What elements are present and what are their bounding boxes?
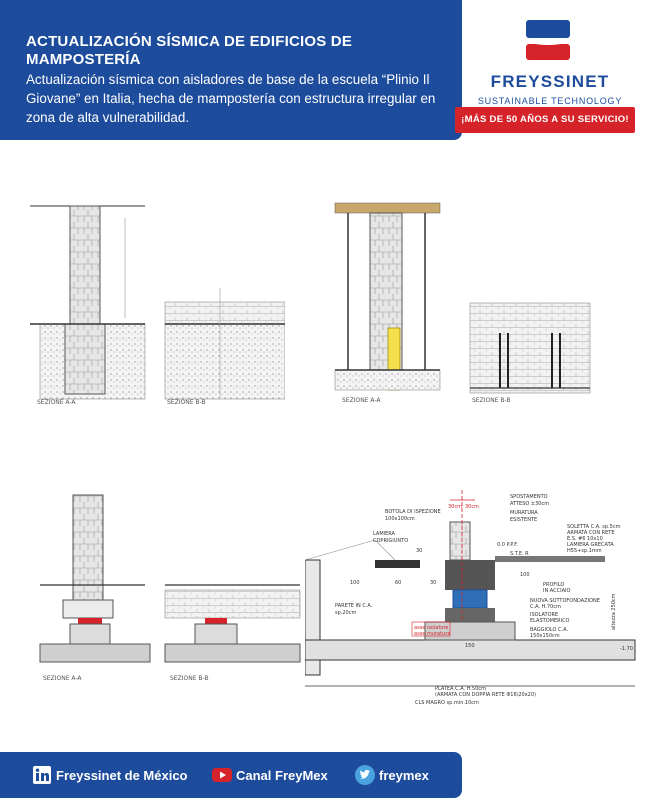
- label-ste: S.T.E. R: [510, 551, 529, 557]
- label-nuova-dim: C.A. H.70cm: [530, 604, 561, 610]
- youtube-icon: [212, 765, 232, 785]
- label-lamiera: LAMIERA: [373, 531, 395, 537]
- label-es: E.S. #6 10x10: [567, 536, 603, 542]
- drawing-section-3: [35, 490, 305, 690]
- label-h55: H55+sp.1mm: [567, 548, 602, 554]
- label-botola-dim: 100x100cm: [385, 516, 415, 522]
- brand-tagline: SUSTAINABLE TECHNOLOGY: [477, 96, 623, 106]
- label-coprigiunto: COPRIGIUNTO: [373, 538, 409, 544]
- label-spostamento: SPOSTAMENTO: [510, 494, 548, 500]
- label-quota: -1.70: [620, 646, 633, 652]
- page-subtitle: Actualización sísmica con aisladores de base de la escuela “Plinio Il Giovane” en Italia, hecha de mampostería con estructura irregular en zona de alta vulnerabilidad.: [26, 72, 436, 125]
- dim-150: 150: [465, 643, 475, 649]
- label-asse-muratura: asse muratura: [414, 631, 451, 637]
- label-in-acciaio: IN ACCIAIO: [543, 588, 571, 594]
- section-label: SEZIONE B-B: [170, 675, 209, 682]
- label-platea-arm: (ARMATA CON DOPPIA RETE Φ16\20x20): [435, 692, 536, 698]
- linkedin-label: Freyssinet de México: [56, 767, 188, 783]
- drawing-section-1: [25, 198, 285, 408]
- service-badge: ¡MÁS DE 50 AÑOS A SU SERVICIO!: [455, 107, 635, 133]
- linkedin-icon: [32, 765, 52, 785]
- label-atteso: ATTESO ±30cm: [510, 501, 550, 507]
- section-label: SEZIONE B-B: [472, 397, 511, 404]
- twitter-label: freymex: [379, 767, 429, 783]
- brand-name: FREYSSINET: [490, 72, 610, 91]
- label-elastomerico: ELASTOMERICO: [530, 618, 570, 624]
- youtube-label: Canal FreyMex: [236, 767, 328, 783]
- label-dim-right: 30cm: [465, 504, 479, 510]
- section-label: SEZIONE A-A: [342, 397, 381, 404]
- brand-logo: [470, 12, 635, 107]
- label-isolatore: ISOLATORE: [530, 612, 559, 618]
- label-baggiolo: BAGGIOLO C.A.: [530, 627, 569, 633]
- dim-100b: 100: [520, 572, 530, 578]
- section-label: SEZIONE B-B: [167, 399, 206, 406]
- freyssinet-logo-icon: [526, 20, 570, 60]
- section-label: SEZIONE A-A: [43, 675, 82, 682]
- label-altezza: altezza 250cm: [611, 593, 617, 630]
- drawing-detail-section: [305, 490, 645, 710]
- label-armata: ARMATA CON RETE: [567, 530, 615, 536]
- label-dim-left: 30cm: [448, 504, 462, 510]
- label-nuova: NUOVA SOTTOFONDAZIONE: [530, 598, 600, 604]
- page-title: ACTUALIZACIÓN SÍSMICA DE EDIFICIOS DE MAMPOSTERÍA: [26, 33, 353, 68]
- label-lamiera-grecata: LAMIERA GRECATA: [567, 542, 614, 548]
- label-soletta: SOLETTA C.A. sp.5cm: [567, 524, 621, 530]
- dim-60: 60: [395, 580, 402, 586]
- label-botola: BOTOLA DI ISPEZIONE: [385, 509, 441, 515]
- label-esistente: ESISTENTE: [510, 517, 538, 523]
- linkedin-link[interactable]: [32, 765, 188, 785]
- label-baggiolo-dim: 150x150cm: [530, 633, 560, 639]
- label-parete: PARETE IN C.A.: [335, 603, 373, 609]
- dim-30b: 30: [430, 580, 437, 586]
- label-muratura: MURATURA: [510, 510, 538, 516]
- twitter-icon: [355, 765, 375, 785]
- youtube-link[interactable]: [212, 765, 328, 785]
- label-ppf: 0.0 P.P.F.: [497, 542, 518, 548]
- label-asse-isolatore: asse isolatore: [414, 625, 449, 631]
- drawing-section-2: [330, 198, 595, 408]
- label-platea: PLATEA C.A. H.50cm: [435, 686, 487, 692]
- footer-banner: [0, 752, 462, 798]
- label-profilo: PROFILO: [543, 582, 565, 588]
- dim-100a: 100: [350, 580, 360, 586]
- section-label: SEZIONE A-A: [37, 399, 76, 406]
- twitter-link[interactable]: [355, 765, 429, 785]
- label-cls: CLS MAGRO sp.min.10cm: [415, 700, 479, 706]
- label-parete-sp: sp.20cm: [335, 610, 357, 616]
- dim-30: 30: [416, 548, 423, 554]
- header-banner: [0, 0, 462, 140]
